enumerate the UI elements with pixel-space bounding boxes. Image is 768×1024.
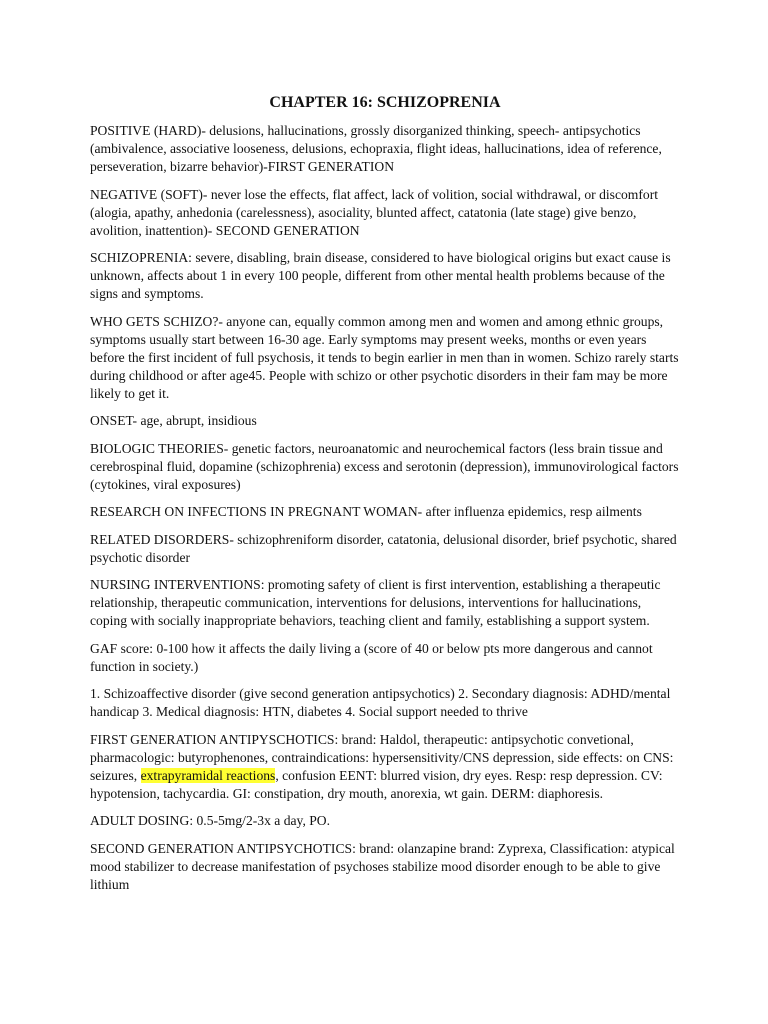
first-generation-text-after: , confusion EENT: blurred vision, dry eyes. Resp: resp depression. CV: hypotension, tachycardia. GI: constipation, dry mouth, anorexia, wt gain. DERM: diaphoresis. [90, 767, 663, 801]
paragraph-first-generation [90, 731, 680, 803]
highlighted-text: extrapyramidal reactions [140, 767, 276, 783]
paragraph-negative-symptoms: NEGATIVE (SOFT)- never lose the effects, flat affect, lack of volition, social withdrawal, or discomfort (alogia, apathy, anhedonia (carelessness), asociality, blunted affect, catatonia (late stage) give benzo, avolition, inattention)- SECOND GENERATION [90, 186, 658, 238]
chapter-title: CHAPTER 16: SCHIZOPRENIA [269, 94, 501, 111]
paragraph-onset: ONSET- age, abrupt, insidious [90, 413, 257, 428]
paragraph-definition: SCHIZOPRENIA: severe, disabling, brain disease, considered to have biological origins but exact cause is unknown, affects about 1 in every 100 people, different from other mental health problems because of the signs and symptoms. [90, 250, 671, 301]
paragraph-gaf-score: GAF score: 0-100 how it affects the daily living a (score of 40 or below pts more dangerous and cannot function in society.) [90, 640, 653, 674]
paragraph-research-infections: RESEARCH ON INFECTIONS IN PREGNANT WOMAN- after influenza epidemics, resp ailments [90, 504, 642, 519]
paragraph-who-gets: WHO GETS SCHIZO?- anyone can, equally common among men and women and among ethnic groups, symptoms usually start between 16-30 age. Early symptoms may present weeks, months or even years before the first incident of full psychosis, it tends to begin earlier in men than in women. Schizo rarely starts during childhood or after age45. People with schizo or other psychotic disorders in their fam may be more likely to get it. [90, 313, 679, 401]
paragraph-biologic-theories: BIOLOGIC THEORIES- genetic factors, neuroanatomic and neurochemical factors (less brain tissue and cerebrospinal fluid, dopamine (schizophrenia) excess and serotonin (depression), immunovirological factors (cytokines, viral exposures) [90, 440, 679, 492]
paragraph-nursing-interventions: NURSING INTERVENTIONS: promoting safety of client is first intervention, establishing a therapeutic relationship, therapeutic communication, interventions for delusions, interventions for hallucinations, coping with socially inappropriate behaviors, teaching client and family, establishing a support system. [90, 577, 661, 628]
document-page [90, 92, 680, 903]
paragraph-diagnoses-list: 1. Schizoaffective disorder (give second generation antipsychotics) 2. Secondary diagnosis: ADHD/mental handicap 3. Medical diagnosis: HTN, diabetes 4. Social support needed to thrive [90, 686, 671, 719]
paragraph-related-disorders: RELATED DISORDERS- schizophreniform disorder, catatonia, delusional disorder, brief psychotic, shared psychotic disorder [90, 531, 677, 565]
paragraph-positive-symptoms: POSITIVE (HARD)- delusions, hallucinations, grossly disorganized thinking, speech- antipsychotics (ambivalence, associative looseness, delusions, echopraxia, flight ideas, hallucinations, idea of reference, perseveration, bizarre behavior)-FIRST GENERATION [90, 123, 662, 174]
first-generation-text-before: FIRST GENERATION ANTIPYSCHOTICS: brand: Haldol, therapeutic: antipsychotic convetional, pharmacologic: butyrophenones, contraindications: hypersensitivity/CNS depression, side effects: on CNS: seizures, [90, 731, 674, 783]
paragraph-adult-dosing: ADULT DOSING: 0.5-5mg/2-3x a day, PO. [90, 813, 331, 828]
paragraph-second-generation: SECOND GENERATION ANTIPSYCHOTICS: brand: olanzapine brand: Zyprexa, Classification: atypical mood stabilizer to decrease manifestation of psychoses stabilize mood disorder enough to be able to give lithium [90, 840, 675, 892]
